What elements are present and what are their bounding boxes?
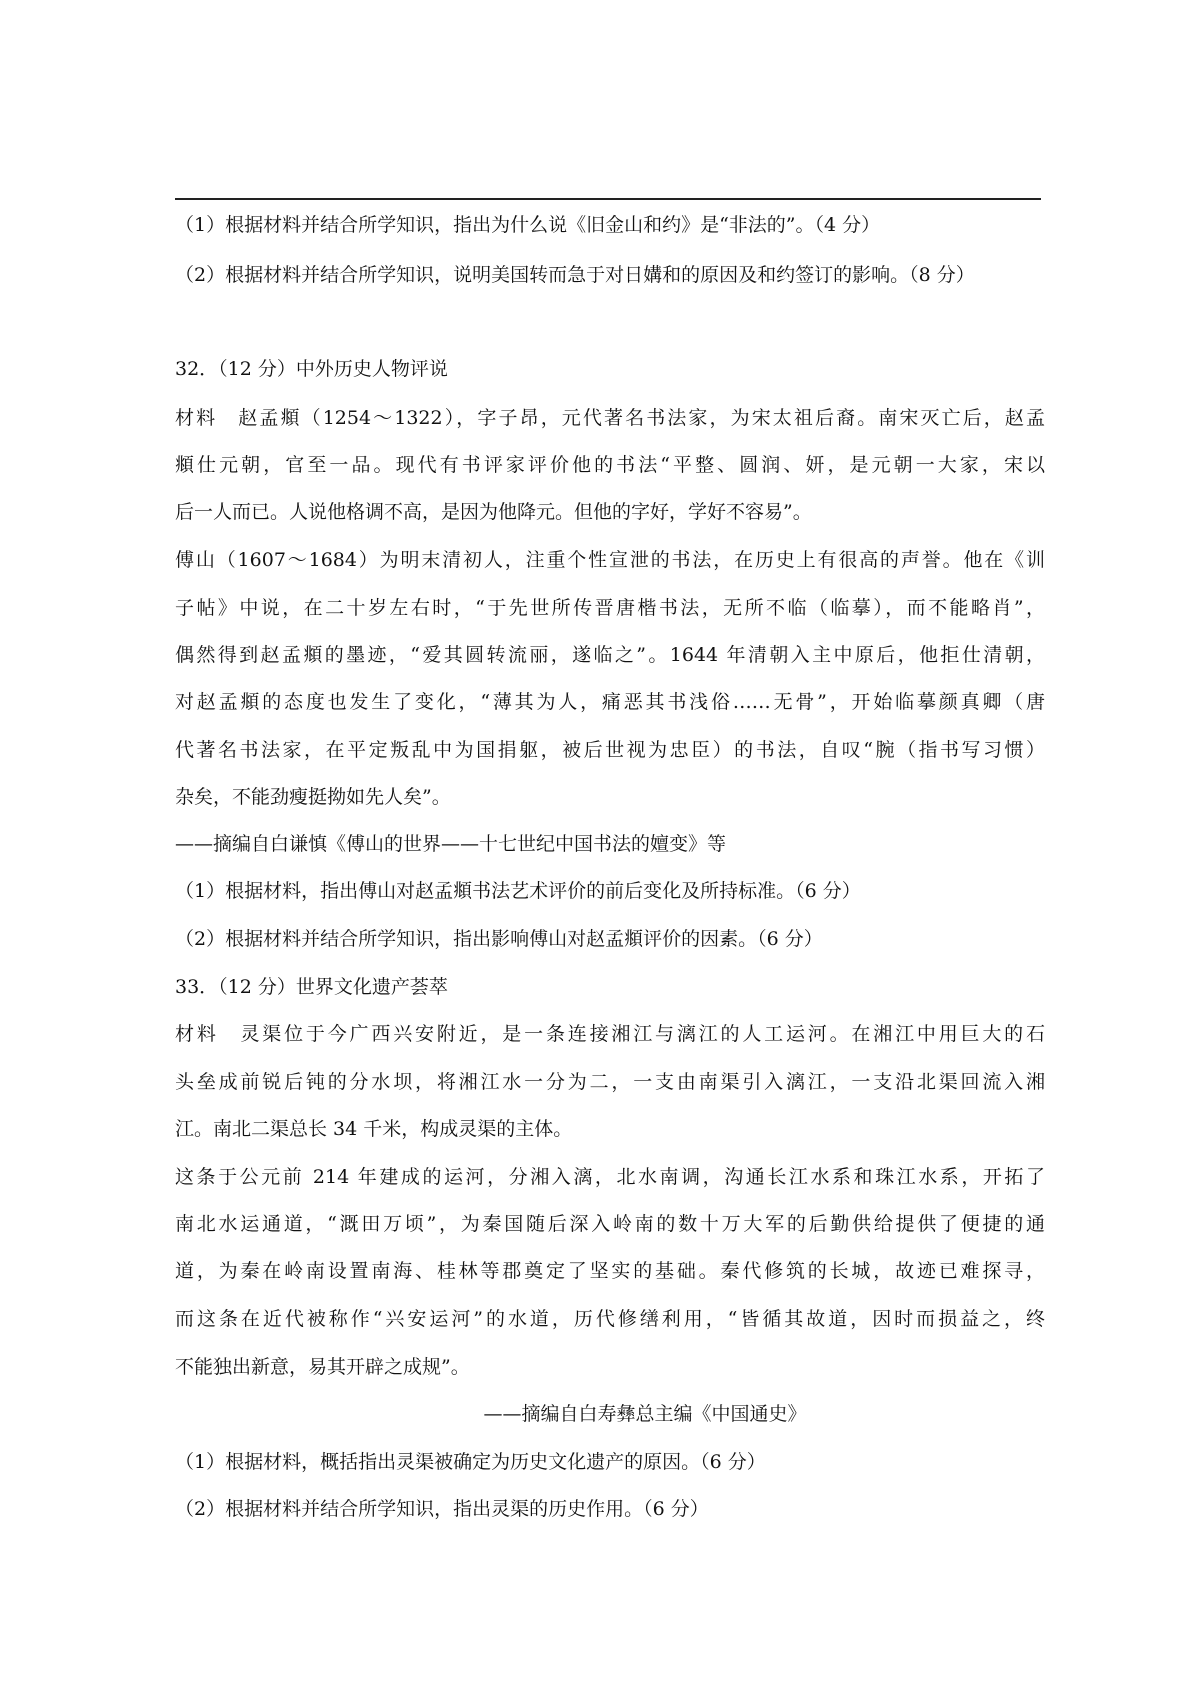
q32-subquestion-1: （1）根据材料，指出傅山对赵孟頫书法艺术评价的前后变化及所持标准。（6 分）	[175, 880, 861, 902]
q32-material-line: 偶然得到赵孟頫的墨迹，“爱其圆转流丽，遂临之”。1644 年清朝入主中原后，他拒仕清朝，	[175, 644, 1045, 666]
q32-material-line: 材料 赵孟頫（1254～1322），字子昂，元代著名书法家，为宋太祖后裔。南宋灭亡后，赵孟	[175, 407, 1045, 429]
q33-material-line: 不能独出新意，易其开辟之成规”。	[175, 1356, 470, 1378]
q33-subquestion-2: （2）根据材料并结合所学知识，指出灵渠的历史作用。（6 分）	[175, 1498, 709, 1520]
q32-material-line: 杂矣，不能劲瘦挺拗如先人矣”。	[175, 786, 451, 808]
q32-material-line: 代著名书法家，在平定叛乱中为国捐躯，被后世视为忠臣）的书法，自叹“腕（指书写习惯）	[175, 739, 1045, 761]
q32-material-line: 傅山（1607～1684）为明末清初人，注重个性宣泄的书法，在历史上有很高的声誉。他在《训	[175, 549, 1045, 571]
q33-source-citation: ——摘编自白寿彝总主编《中国通史》	[483, 1403, 807, 1425]
q33-material-line: 材料 灵渠位于今广西兴安附近，是一条连接湘江与漓江的人工运河。在湘江中用巨大的石	[175, 1023, 1045, 1045]
q33-material-line: 头垒成前锐后钝的分水坝，将湘江水一分为二，一支由南渠引入漓江，一支沿北渠回流入湘	[175, 1071, 1045, 1093]
q33-subquestion-1: （1）根据材料，概括指出灵渠被确定为历史文化遗产的原因。（6 分）	[175, 1451, 766, 1473]
q32-material-line: 子帖》中说，在二十岁左右时，“于先世所传晋唐楷书法，无所不临（临摹），而不能略肖”，	[175, 597, 1045, 619]
q33-material-line: 道，为秦在岭南设置南海、桂林等郡奠定了坚实的基础。秦代修筑的长城，故迹已难探寻，	[175, 1260, 1045, 1282]
q32-material-line: 对赵孟頫的态度也发生了变化，“薄其为人，痛恶其书浅俗……无骨”，开始临摹颜真卿（唐	[175, 691, 1045, 713]
q31-subquestion-1: （1）根据材料并结合所学知识，指出为什么说《旧金山和约》是“非法的”。（4 分）	[175, 214, 881, 236]
top-divider-rule	[175, 198, 1041, 200]
q33-material-line: 南北水运通道，“溉田万顷”，为秦国随后深入岭南的数十万大军的后勤供给提供了便捷的通	[175, 1213, 1045, 1235]
q33-heading: 33．（12 分）世界文化遗产荟萃	[175, 976, 448, 998]
q32-heading: 32．（12 分）中外历史人物评说	[175, 358, 448, 380]
q31-subquestion-2: （2）根据材料并结合所学知识，说明美国转而急于对日媾和的原因及和约签订的影响。（8 分）	[175, 264, 975, 286]
q33-material-line: 这条于公元前 214 年建成的运河，分湘入漓，北水南调，沟通长江水系和珠江水系，开拓了	[175, 1166, 1045, 1188]
q32-material-line: 頫仕元朝，官至一品。现代有书评家评价他的书法“平整、圆润、妍，是元朝一大家，宋以	[175, 454, 1045, 476]
q32-source-citation: ——摘编自白谦慎《傅山的世界——十七世纪中国书法的嬗变》等	[175, 833, 727, 855]
q33-material-line: 而这条在近代被称作“兴安运河”的水道，历代修缮利用，“皆循其故道，因时而损益之，终	[175, 1308, 1045, 1330]
q32-material-line: 后一人而已。人说他格调不高，是因为他降元。但他的字好，学好不容易”。	[175, 501, 812, 523]
q32-subquestion-2: （2）根据材料并结合所学知识，指出影响傅山对赵孟頫评价的因素。（6 分）	[175, 928, 823, 950]
q33-material-line: 江。南北二渠总长 34 千米，构成灵渠的主体。	[175, 1118, 573, 1140]
